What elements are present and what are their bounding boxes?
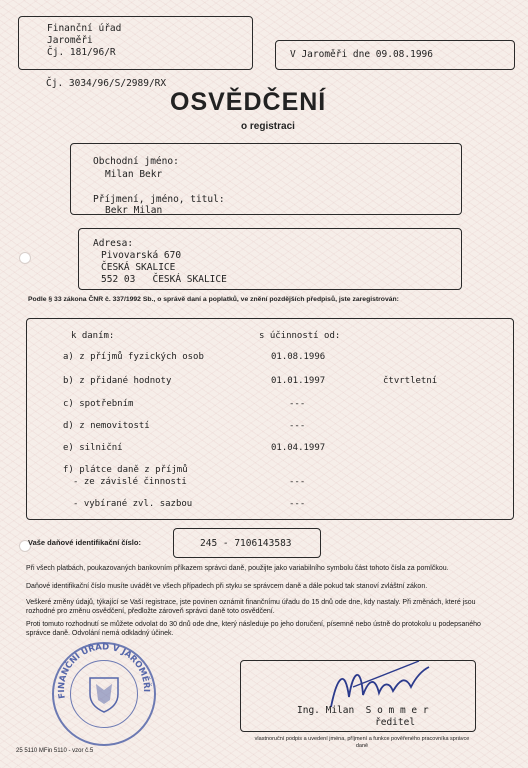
dic-box	[173, 528, 321, 558]
address-label: Adresa:	[93, 238, 134, 249]
tax-row-date: 01.01.1997	[271, 376, 326, 386]
business-name: Milan Bekr	[105, 169, 163, 180]
signatory-role: ředitel	[375, 717, 416, 728]
tax-row-date: ---	[289, 421, 306, 431]
coat-of-arms-icon	[84, 674, 124, 714]
tax-row-label: f) plátce daně z příjmů	[63, 465, 188, 475]
dic-label: Vaše daňové identifikační číslo:	[28, 538, 141, 547]
tax-column-header: k daním:	[71, 331, 115, 341]
address-street: Pivovarská 670	[101, 250, 182, 261]
stamp-ring-label: FINANČNÍ ÚŘAD V JAROMĚŘI	[56, 642, 152, 700]
tax-row-date: ---	[289, 477, 306, 487]
tax-row-label: a) z příjmů fyzických osob	[63, 352, 204, 362]
office-ref: Čj. 181/96/R	[47, 47, 116, 58]
office-city: Jaroměři	[47, 35, 93, 46]
reference-number: Čj. 3034/96/S/2989/RX	[46, 78, 167, 89]
person-label: Příjmení, jméno, titul:	[93, 194, 225, 205]
office-name: Finanční úřad	[47, 23, 122, 34]
note-payments: Při všech platbách, poukazovaných bankovním příkazem správci daně, použijte jako variabilního symbolu část tohoto čísla za pomlčkou.	[26, 565, 449, 572]
form-code: 25 5110 MFin 5110 - vzor č.5	[16, 748, 94, 754]
document-subtitle: o registraci	[241, 121, 295, 132]
address-box	[78, 228, 462, 290]
punch-hole-top	[19, 252, 31, 264]
document-title: OSVĚDČENÍ	[170, 88, 327, 116]
tax-row-label: e) silniční	[63, 443, 123, 453]
tax-row-label: b) z přidané hodnoty	[63, 376, 172, 386]
tax-row-label: d) z nemovitostí	[63, 421, 150, 431]
address-zip-city: 552 03 ČESKÁ SKALICE	[101, 274, 227, 285]
address-city: ČESKÁ SKALICE	[101, 262, 176, 273]
office-box	[18, 16, 253, 70]
date-box	[275, 40, 515, 70]
identity-box	[70, 143, 462, 215]
note-changes: Veškeré změny údajů, týkající se Vaší registrace, jste povinen oznámit finančnímu úřadu do 15 dnů ode dne, kdy nastaly. Při změnách, které jsou rozhodné pro změnu osvědčení, předložte zároveň správci daně toto osvědčení.	[26, 599, 476, 615]
tax-row-label: c) spotřebním	[63, 399, 134, 409]
tax-row-date: ---	[289, 499, 306, 509]
tax-row-date: 01.04.1997	[271, 443, 326, 453]
tax-row-date: 01.08.1996	[271, 352, 326, 362]
tax-row-label: - ze závislé činnosti	[73, 477, 187, 487]
taxes-box	[26, 318, 514, 520]
signature-caption: vlastnoruční podpis a uvedení jména, příjmení a funkce pověřeného pracovníka správce daně	[254, 736, 470, 749]
note-dic-usage: Daňové identifikační číslo musíte uvádět ve všech případech při styku se správcem daně a dále pokud tak stanoví zvláštní zákon.	[26, 583, 428, 590]
tax-row-label: - vybírané zvl. sazbou	[73, 499, 193, 509]
signature-box	[240, 660, 476, 732]
tax-row-date: ---	[289, 399, 306, 409]
business-name-label: Obchodní jméno:	[93, 156, 179, 167]
person-name: Bekr Milan	[105, 205, 163, 216]
legal-basis: Podle § 33 zákona ČNR č. 337/1992 Sb., o správě daní a poplatků, ve znění pozdějších předpisů, jste zaregistrován:	[28, 296, 399, 303]
signatory-name: Ing. Milan S o m m e r	[297, 705, 429, 716]
dic-value: 245 - 7106143583	[200, 538, 292, 549]
note-appeal: Proti tomuto rozhodnutí se můžete odvolat do 30 dnů ode dne, který následuje po jeho doručení, písemně nebo ústně do protokolu u podepsaného správce daně. Odvolání nemá odkladný účinek.	[26, 621, 481, 637]
issue-date: V Jaroměři dne 09.08.1996	[290, 49, 433, 60]
tax-row-note: čtvrtletní	[383, 376, 438, 386]
effective-column-header: s účinností od:	[259, 331, 341, 341]
